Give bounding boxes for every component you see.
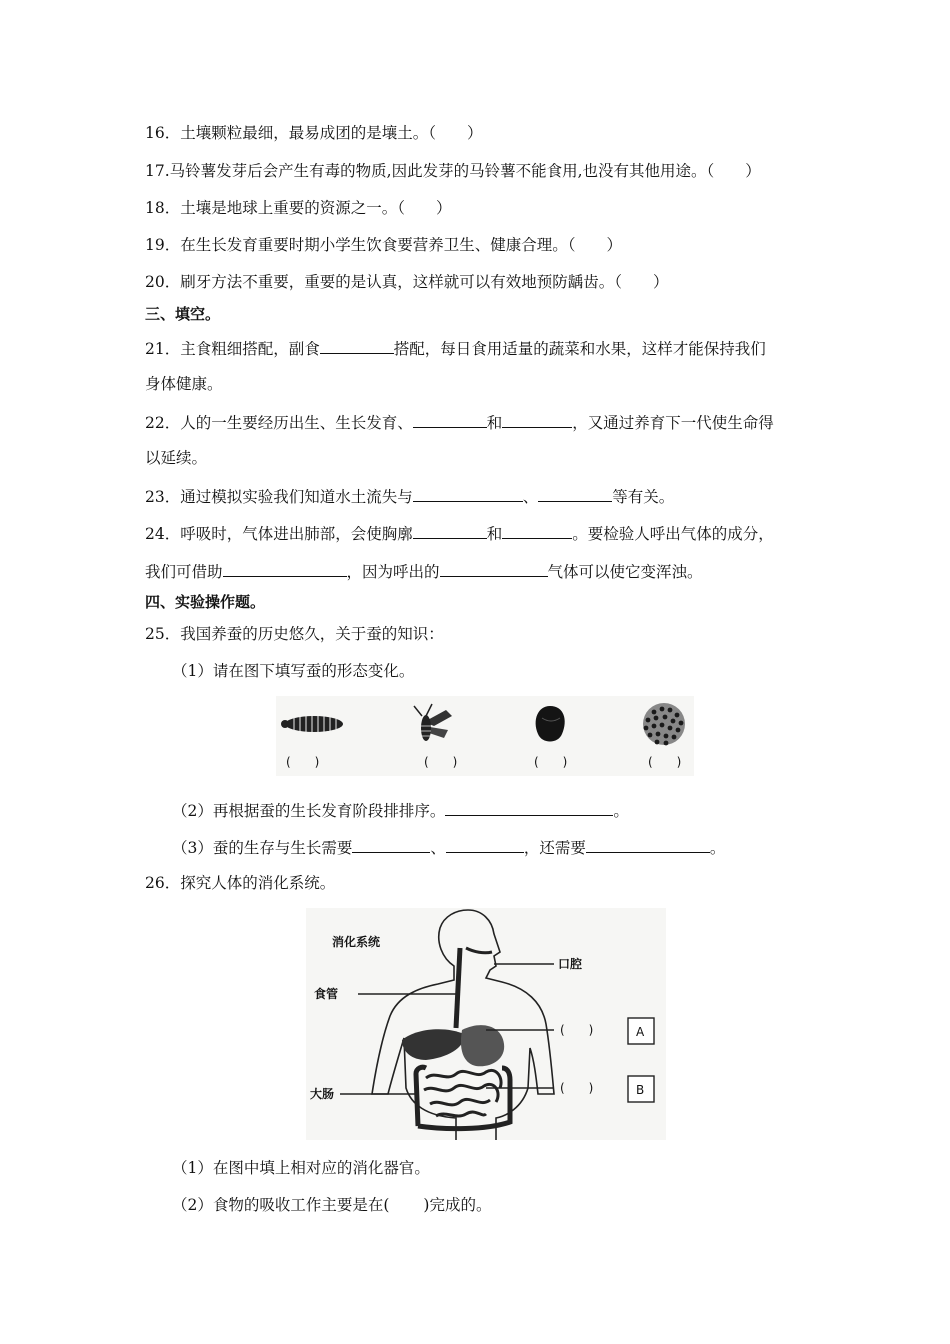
question-21: 21．主食粗细搭配，副食 搭配，每日食用适量的蔬菜和水果，这样才能保持我们 [145, 337, 766, 359]
fill-blank[interactable] [413, 485, 523, 502]
section-3-title: 三、填空。 [145, 305, 221, 323]
question-23: 23．通过模拟实验我们知道水土流失与 、 等有关。 [145, 485, 674, 507]
digestive-system-figure [306, 908, 666, 1140]
question-24: 24．呼吸时，气体进出肺部，会使胸廓 和 。要检验人呼出气体的成分， [145, 522, 774, 544]
question-26-part2: （2）食物的吸收工作主要是在( )完成的。 [172, 1196, 492, 1214]
answer-paren[interactable]: （ ） [428, 124, 483, 142]
question-20: 20．刷牙方法不重要，重要的是认真，这样就可以有效地预防龋齿。（ ） [145, 273, 669, 291]
question-25-part1: （1）请在图下填写蚕的形态变化。 [172, 662, 415, 680]
fill-blank[interactable] [502, 522, 572, 539]
silkworm-stages-svg [276, 696, 694, 776]
organ-paren-b[interactable]: ( ) [560, 1081, 594, 1095]
liver-shape [402, 1029, 464, 1060]
question-18: 18．土壤是地球上重要的资源之一。（ ） [145, 199, 452, 217]
eggs-icon [643, 703, 685, 745]
label-esophagus: 食管 [314, 987, 339, 1001]
small-intestine-shape [424, 1070, 501, 1116]
fill-blank[interactable] [413, 522, 487, 539]
question-19: 19．在生长发育重要时期小学生饮食要营养卫生、健康合理。（ ） [145, 236, 622, 254]
diagram-title: 消化系统 [332, 935, 381, 949]
stage-paren-4[interactable]: ( ) [648, 755, 682, 769]
question-17: 17.马铃薯发芽后会产生有毒的物质,因此发芽的马铃薯不能食用,也没有其他用途。（ ） [145, 162, 761, 180]
fill-blank[interactable] [502, 411, 572, 428]
silkworm-stages-figure [276, 696, 694, 776]
fill-blank[interactable] [586, 836, 710, 853]
fill-blank[interactable] [445, 799, 613, 816]
question-25-stem: 25．我国养蚕的历史悠久，关于蚕的知识： [145, 625, 444, 643]
question-25-part3: （3）蚕的生存与生长需要 、 ，还需要 。 [172, 836, 725, 858]
question-25-part2: （2）再根据蚕的生长发育阶段排排序。 。 [172, 799, 629, 821]
fill-blank[interactable] [538, 485, 612, 502]
pupa-icon [536, 706, 565, 742]
box-a-label: A [636, 1025, 645, 1039]
answer-paren[interactable]: （ ） [706, 162, 761, 180]
fill-blank[interactable] [352, 836, 430, 853]
section-4-title: 四、实验操作题。 [145, 593, 266, 611]
question-26-stem: 26．探究人体的消化系统。 [145, 874, 336, 892]
digestive-system-svg [306, 908, 666, 1140]
stage-paren-1[interactable]: ( ) [286, 755, 320, 769]
fill-blank[interactable] [223, 560, 347, 577]
moth-icon [414, 704, 452, 741]
question-24-cont: 我们可借助 ，因为呼出的 气体可以使它变浑浊。 [145, 560, 703, 582]
fill-blank[interactable] [440, 560, 548, 577]
question-26-part1: （1）在图中填上相对应的消化器官。 [172, 1159, 430, 1177]
box-b-label: B [636, 1083, 645, 1097]
question-22-cont: 以延续。 [145, 449, 208, 467]
body-outline [372, 910, 554, 1140]
label-large-intestine: 大肠 [310, 1087, 335, 1101]
fill-blank[interactable] [446, 836, 524, 853]
answer-paren[interactable]: （ ） [397, 199, 452, 217]
label-mouth: 口腔 [558, 957, 583, 971]
answer-paren[interactable]: （ ） [567, 236, 622, 254]
esophagus-shape [456, 948, 460, 1028]
organ-paren-a[interactable]: ( ) [560, 1023, 594, 1037]
question-22: 22．人的一生要经历出生、生长发育、 和 ，又通过养育下一代使生命得 [145, 411, 774, 433]
answer-paren[interactable]: （ ） [614, 273, 669, 291]
question-21-cont: 身体健康。 [145, 375, 223, 393]
larva-icon [281, 716, 343, 732]
fill-blank[interactable] [320, 337, 394, 354]
question-16: 16．土壤颗粒最细，最易成团的是壤土。（ ） [145, 124, 483, 142]
stage-paren-3[interactable]: ( ) [534, 755, 568, 769]
fill-blank[interactable] [413, 411, 487, 428]
stage-paren-2[interactable]: ( ) [424, 755, 458, 769]
stomach-shape [461, 1025, 504, 1066]
